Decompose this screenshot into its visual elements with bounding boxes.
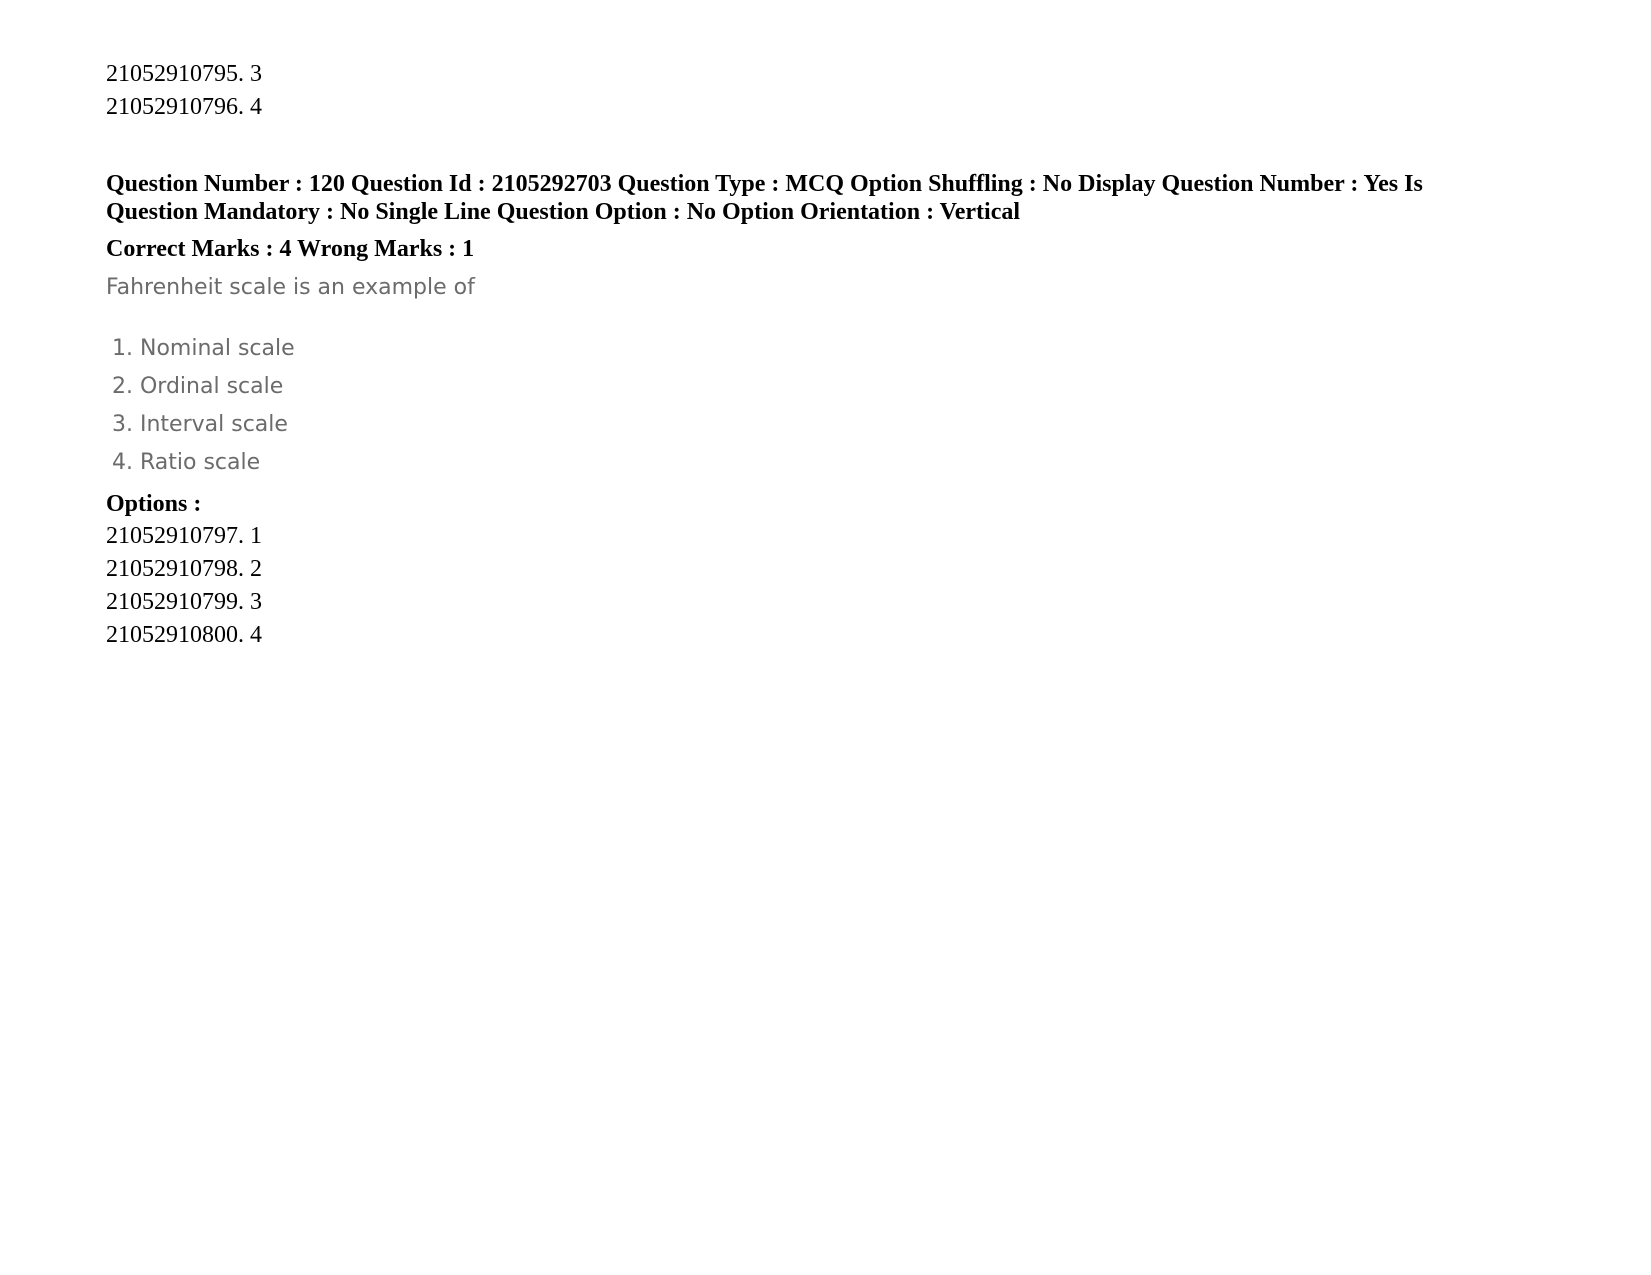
choice-item: 1. Nominal scale (112, 336, 295, 361)
option-id-line: 21052910797. 1 (106, 523, 262, 549)
option-id-line: 21052910799. 3 (106, 589, 262, 615)
previous-question-options (106, 58, 262, 124)
marks-line: Correct Marks : 4 Wrong Marks : 1 (106, 236, 475, 262)
choice-item: 4. Ratio scale (112, 450, 261, 475)
choice-item: 3. Interval scale (112, 412, 288, 437)
option-id-line: 21052910798. 2 (106, 556, 262, 582)
question-metadata-line-1: Question Number : 120 Question Id : 2105292703 Question Type : MCQ Option Shuffling : No Display Question Number : Yes Is (106, 171, 1423, 197)
choice-item: 2. Ordinal scale (112, 374, 284, 399)
option-id-line: 21052910800. 4 (106, 622, 262, 648)
option-id-line: 21052910795. 3 (106, 61, 262, 87)
question-text: Fahrenheit scale is an example of (106, 275, 475, 300)
choice-list (112, 330, 475, 482)
options-heading: Options : (106, 491, 202, 517)
question-metadata-line-2: Question Mandatory : No Single Line Question Option : No Option Orientation : Vertical (106, 199, 1021, 225)
option-id-line: 21052910796. 4 (106, 94, 262, 120)
options-block (106, 488, 262, 652)
question-metadata (106, 170, 1606, 226)
question-image (106, 270, 475, 482)
